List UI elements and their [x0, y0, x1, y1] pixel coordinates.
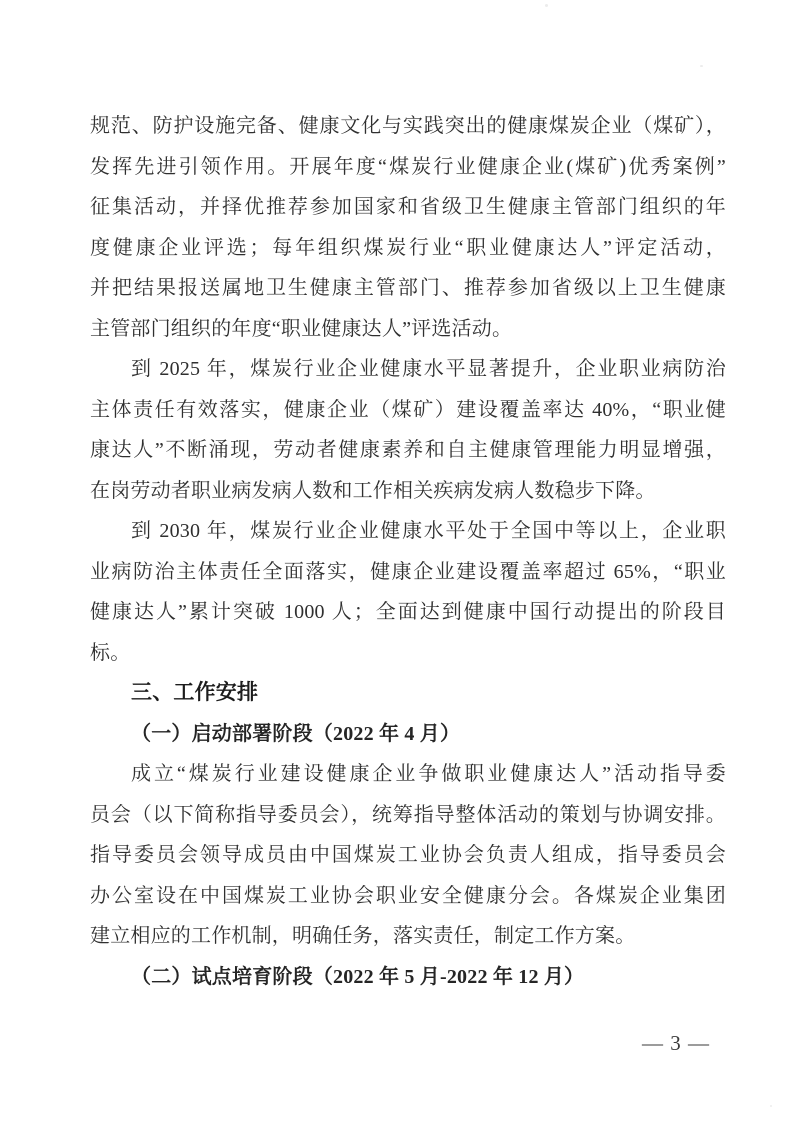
text-line: 标。	[90, 641, 131, 664]
text-line: 到 2025 年，煤炭行业企业健康水平显著提升，企业职业病防治	[131, 358, 726, 380]
text-line: 健康达人”累计突破 1000 人；全面达到健康中国行动提出的阶段目	[90, 601, 726, 623]
scan-artifact	[545, 4, 548, 7]
text-line: 征集活动，并择优推荐参加国家和省级卫生健康主管部门组织的年	[90, 196, 726, 218]
text-line: 主体责任有效落实，健康企业（煤矿）建设覆盖率达 40%，“职业健	[90, 398, 726, 421]
paragraph	[90, 511, 726, 673]
section-heading	[90, 673, 726, 714]
text-line: 并把结果报送属地卫生健康主管部门、推荐参加省级以上卫生健康	[90, 277, 726, 299]
text-line: 发挥先进引领作用。开展年度“煤炭行业健康企业(煤矿)优秀案例”	[90, 155, 726, 178]
text-line: 三、工作安排	[131, 681, 259, 704]
document-body	[90, 106, 726, 997]
text-line: 在岗劳动者职业病发病人数和工作相关疾病发病人数稳步下降。	[90, 479, 656, 502]
stage-subheading	[90, 714, 726, 755]
paragraph	[90, 349, 726, 511]
text-line: 主管部门组织的年度“职业健康达人”评选活动。	[90, 317, 513, 340]
text-line: 指导委员会领导成员由中国煤炭工业协会负责人组成，指导委员会	[90, 844, 726, 866]
text-line: （一）启动部署阶段（2022 年 4 月）	[131, 722, 461, 745]
text-line: 成立“煤炭行业建设健康企业争做职业健康达人”活动指导委	[131, 763, 726, 785]
text-line: 规范、防护设施完备、健康文化与实践突出的健康煤炭企业（煤矿），	[90, 115, 726, 137]
paragraph	[90, 754, 726, 957]
paragraph	[90, 106, 726, 349]
scan-artifact	[700, 65, 703, 67]
text-line: 度健康企业评选；每年组织煤炭行业“职业健康达人”评定活动，	[90, 236, 726, 259]
text-line: 员会（以下简称指导委员会），统筹指导整体活动的策划与协调安排。	[90, 803, 726, 826]
stage-subheading	[90, 957, 726, 998]
text-line: 建立相应的工作机制，明确任务，落实责任，制定工作方案。	[90, 925, 636, 947]
text-line: 业病防治主体责任全面落实，健康企业建设覆盖率超过 65%，“职业	[90, 560, 726, 583]
scan-artifact	[770, 1105, 772, 1107]
text-line: （二）试点培育阶段（2022 年 5 月-2022 年 12 月）	[131, 965, 585, 988]
text-line: 康达人”不断涌现，劳动者健康素养和自主健康管理能力明显增强，	[90, 439, 726, 461]
text-line: 到 2030 年，煤炭行业企业健康水平处于全国中等以上，企业职	[131, 520, 726, 542]
text-line: 办公室设在中国煤炭工业协会职业安全健康分会。各煤炭企业集团	[90, 884, 726, 907]
page-number: — 3 —	[642, 1031, 710, 1055]
